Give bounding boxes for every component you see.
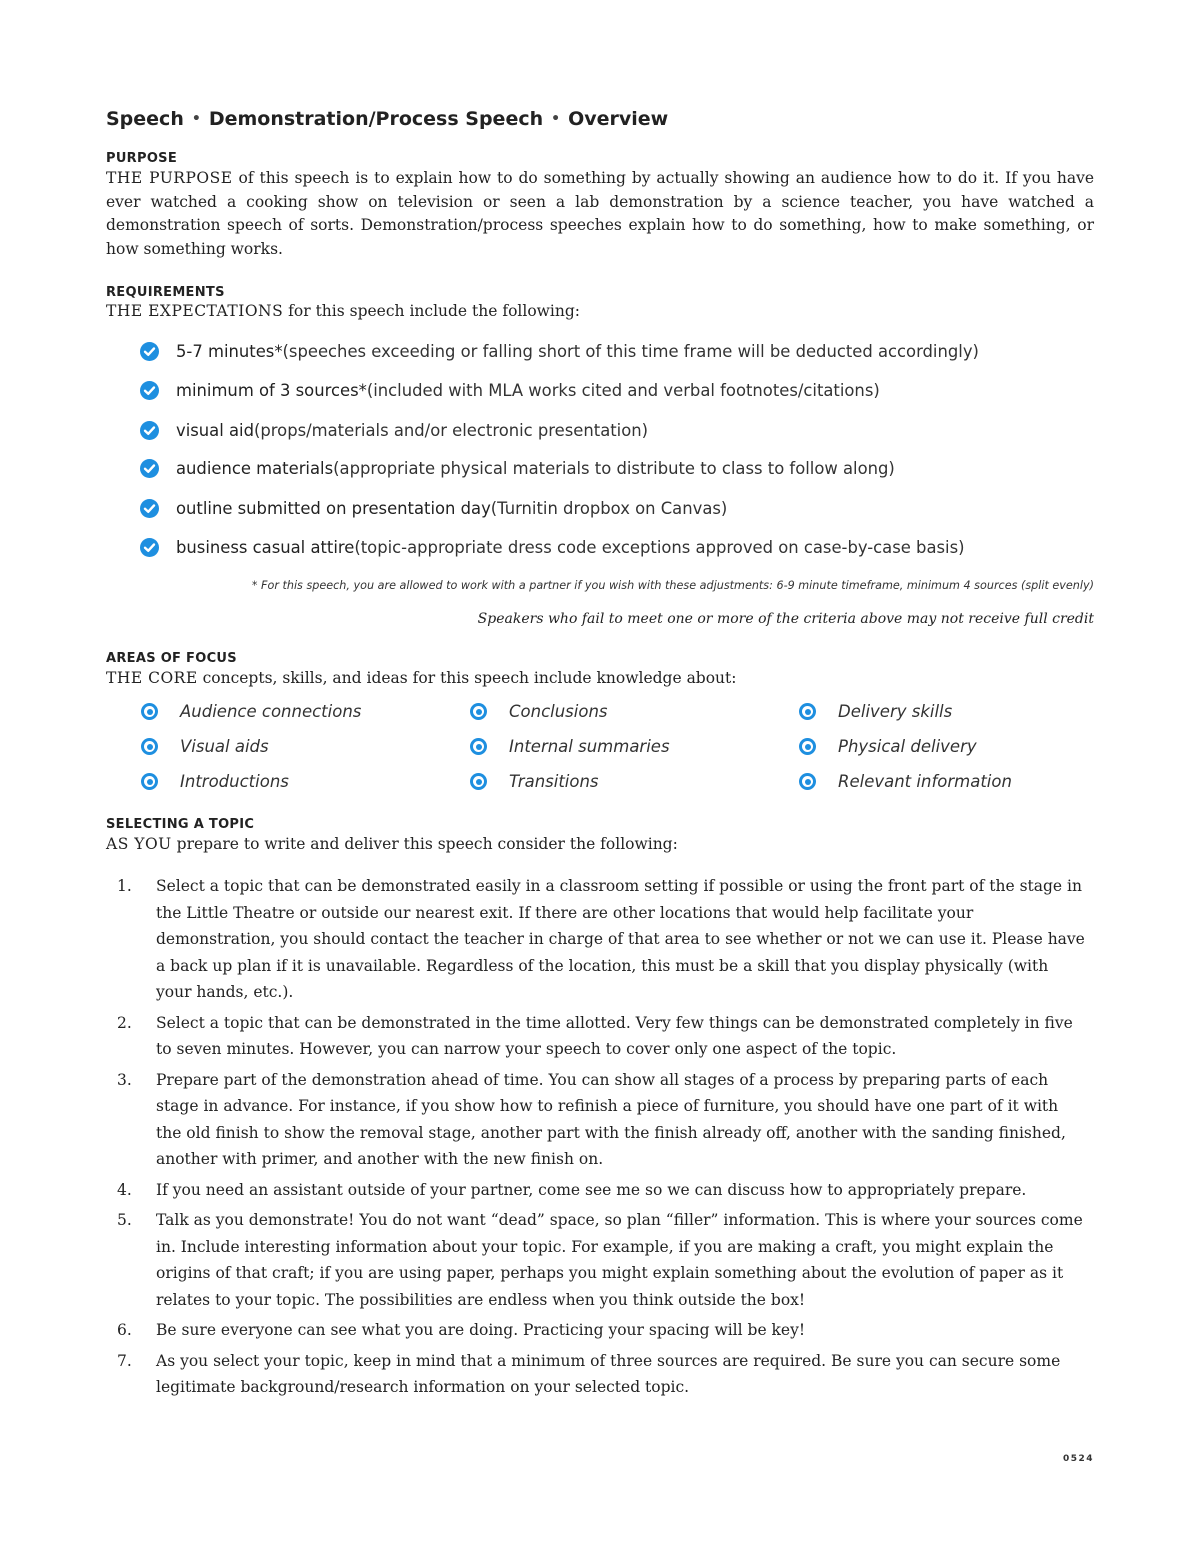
step-text: Talk as you demonstrate! You do not want “dead” space, so plan “filler” information. This is where your sources come in. Include interesting information about your topic. For example, if you are making a craft, you might explain the origins of that craft; if you are using paper, perhaps you might explain something about the evolution of paper as it relates to your topic. The possibilities are endless when you think outside the box! <box>156 1211 1083 1309</box>
target-bullet-icon <box>470 738 487 755</box>
title-speech: Speech <box>106 108 184 130</box>
list-item <box>106 1317 1086 1344</box>
focus-label: Conclusions <box>509 702 608 721</box>
focus-label: Transitions <box>509 772 599 791</box>
focus-item <box>799 702 952 721</box>
step-number: 6. <box>117 1321 132 1339</box>
list-item <box>106 1207 1086 1313</box>
step-number: 5. <box>117 1211 132 1229</box>
list-item <box>106 1348 1086 1401</box>
focus-label: Introductions <box>180 772 289 791</box>
focus-item <box>470 702 608 721</box>
focus-item <box>799 772 1012 791</box>
focus-item <box>470 737 670 756</box>
requirement-item <box>140 538 965 557</box>
requirement-item <box>140 381 880 400</box>
title-overview: Overview <box>568 108 669 130</box>
requirements-heading: REQUIREMENTS <box>106 285 225 300</box>
step-number: 7. <box>117 1351 132 1370</box>
topic-intro <box>106 833 1094 857</box>
requirement-item <box>140 459 895 478</box>
checkmark-icon <box>140 342 159 361</box>
focus-label: Audience connections <box>180 702 362 721</box>
requirement-detail: (props/materials and/or electronic presentation) <box>254 421 649 440</box>
page-number: 0524 <box>1062 1454 1094 1464</box>
list-item <box>106 873 1086 1006</box>
requirement-name: audience materials <box>176 459 334 478</box>
focus-intro-text: concepts, skills, and ideas for this speech include knowledge about: <box>197 669 737 687</box>
list-item <box>106 1177 1086 1204</box>
title-speech-type: Demonstration/Process Speech <box>208 108 544 130</box>
list-item <box>106 1067 1086 1173</box>
requirement-name: outline submitted on presentation day <box>176 499 491 518</box>
requirement-item <box>140 499 727 518</box>
title-separator: • <box>191 111 201 127</box>
topic-steps <box>106 873 1086 1405</box>
focus-item <box>141 737 269 756</box>
requirement-name: visual aid <box>176 421 254 440</box>
focus-lead: THE CORE <box>106 669 198 687</box>
requirement-detail: (speeches exceeding or falling short of this time frame will be deducted accordingly) <box>282 342 979 361</box>
focus-heading: AREAS OF FOCUS <box>106 651 237 666</box>
list-item <box>106 1010 1086 1063</box>
purpose-body: of this speech is to explain how to do something by actually showing an audience how to do it. If you have ever watched a cooking show on television or seen a lab demonstration by a science teacher, you have watched a demonstration speech of sorts. Demonstration/process speeches explain how to do something, how to make something, or how something works. <box>106 169 1094 258</box>
focus-label: Visual aids <box>180 737 269 756</box>
focus-label: Physical delivery <box>838 737 977 756</box>
checkmark-icon <box>140 459 159 478</box>
requirement-item <box>140 342 979 361</box>
purpose-lead: THE PURPOSE <box>106 169 233 187</box>
checkmark-icon <box>140 381 159 400</box>
step-number: 3. <box>117 1070 132 1089</box>
topic-steps-list <box>106 873 1086 1401</box>
focus-label: Relevant information <box>838 772 1012 791</box>
topic-heading: SELECTING A TOPIC <box>106 817 255 832</box>
focus-item <box>799 737 977 756</box>
target-bullet-icon <box>799 738 816 755</box>
focus-item <box>141 772 289 791</box>
target-bullet-icon <box>141 703 158 720</box>
requirement-name: business casual attire <box>176 538 355 557</box>
requirement-detail: (Turnitin dropbox on Canvas) <box>490 499 728 518</box>
topic-intro-text: prepare to write and deliver this speech consider the following: <box>171 835 678 853</box>
step-number: 1. <box>117 877 132 895</box>
focus-intro <box>106 667 1094 691</box>
focus-item <box>141 702 361 721</box>
checkmark-icon <box>140 421 159 440</box>
requirements-intro <box>106 300 1094 324</box>
requirements-lead: THE EXPECTATIONS <box>106 302 284 320</box>
step-text: As you select your topic, keep in mind that a minimum of three sources are required. Be sure you can secure some legitimate background/research information on your selected topic. <box>156 1351 1061 1396</box>
step-text: Select a topic that can be demonstrated in the time allotted. Very few things can be demonstrated completely in five to seven minutes. However, you can narrow your speech to cover only one aspect of the topic. <box>156 1013 1073 1058</box>
step-number: 4. <box>117 1180 132 1199</box>
target-bullet-icon <box>141 738 158 755</box>
purpose-heading: PURPOSE <box>106 151 178 166</box>
requirement-name: 5-7 minutes* <box>176 342 283 361</box>
requirements-intro-text: for this speech include the following: <box>283 302 581 320</box>
focus-item <box>470 772 599 791</box>
credit-warning: Speakers who fail to meet one or more of the criteria above may not receive full credit <box>477 611 1094 627</box>
step-number: 2. <box>117 1013 132 1032</box>
step-text: Prepare part of the demonstration ahead of time. You can show all stages of a process by preparing parts of each stage in advance. For instance, if you show how to refinish a piece of furniture, you should have one part of it with the old finish to show the removal stage, another part with the finish already off, another with the sanding finished, another with primer, and another with the new finish on. <box>156 1070 1066 1168</box>
requirement-detail: (included with MLA works cited and verbal footnotes/citations) <box>366 381 880 400</box>
focus-label: Delivery skills <box>838 702 953 721</box>
checkmark-icon <box>140 538 159 557</box>
target-bullet-icon <box>470 773 487 790</box>
requirement-detail: (topic-appropriate dress code exceptions approved on case-by-case basis) <box>354 538 965 557</box>
requirement-name: minimum of 3 sources* <box>176 381 367 400</box>
step-text: Be sure everyone can see what you are doing. Practicing your spacing will be key! <box>156 1321 806 1339</box>
target-bullet-icon <box>799 703 816 720</box>
topic-lead: AS YOU <box>106 835 172 853</box>
step-text: If you need an assistant outside of your partner, come see me so we can discuss how to appropriately prepare. <box>156 1180 1027 1199</box>
requirement-item <box>140 421 648 440</box>
document-title <box>106 108 668 130</box>
partner-footnote: * For this speech, you are allowed to work with a partner if you wish with these adjustments: 6-9 minute timeframe, minimum 4 sources (split evenly) <box>251 579 1094 592</box>
target-bullet-icon <box>470 703 487 720</box>
focus-label: Internal summaries <box>509 737 670 756</box>
step-text: Select a topic that can be demonstrated easily in a classroom setting if possible or using the front part of the stage in the Little Theatre or outside our nearest exit. If there are other locations that would help facilitate your demonstration, you should contact the teacher in charge of that area to see whether or not we can use it. Please have a back up plan if it is unavailable. Regardless of the location, this must be a skill that you display physically (with your hands, etc.). <box>156 877 1085 1001</box>
target-bullet-icon <box>141 773 158 790</box>
title-separator: • <box>551 111 561 127</box>
requirement-detail: (appropriate physical materials to distribute to class to follow along) <box>333 459 895 478</box>
target-bullet-icon <box>799 773 816 790</box>
checkmark-icon <box>140 499 159 518</box>
purpose-paragraph <box>106 167 1094 261</box>
